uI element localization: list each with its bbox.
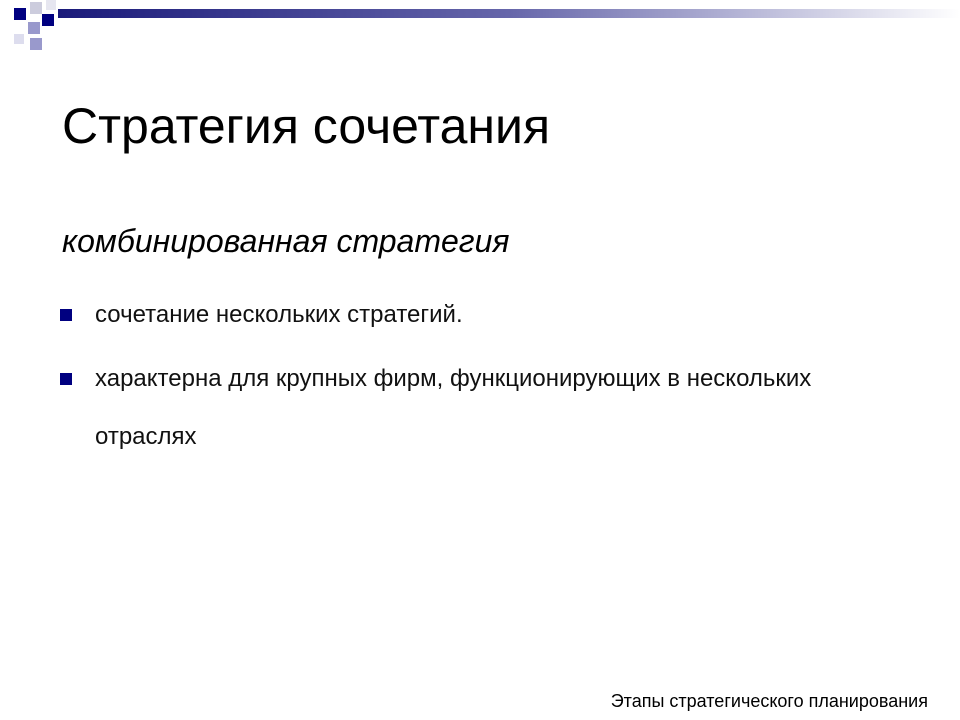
bullet-text: сочетание нескольких стратегий. xyxy=(95,301,463,328)
header-gradient-band xyxy=(58,9,960,18)
filled-square-bullet-icon xyxy=(60,309,72,321)
slide-title: Стратегия сочетания xyxy=(62,98,551,154)
slide-footer: Этапы стратегического планирования xyxy=(610,691,928,711)
corner-square xyxy=(30,2,42,14)
corner-square xyxy=(14,8,26,20)
corner-square xyxy=(28,22,40,34)
corner-square xyxy=(42,14,54,26)
slide-subtitle: комбинированная стратегия xyxy=(62,223,510,259)
header-decoration xyxy=(0,0,960,60)
corner-square xyxy=(46,0,56,10)
bullet-text: характерна для крупных фирм, функционирующих в нескольких отраслях xyxy=(95,365,812,450)
list-item xyxy=(60,286,900,344)
corner-square xyxy=(30,38,42,50)
filled-square-bullet-icon xyxy=(60,373,72,385)
list-item xyxy=(60,350,900,466)
square-grid-icon xyxy=(0,0,960,60)
bullet-list xyxy=(60,286,900,466)
corner-square xyxy=(14,34,24,44)
